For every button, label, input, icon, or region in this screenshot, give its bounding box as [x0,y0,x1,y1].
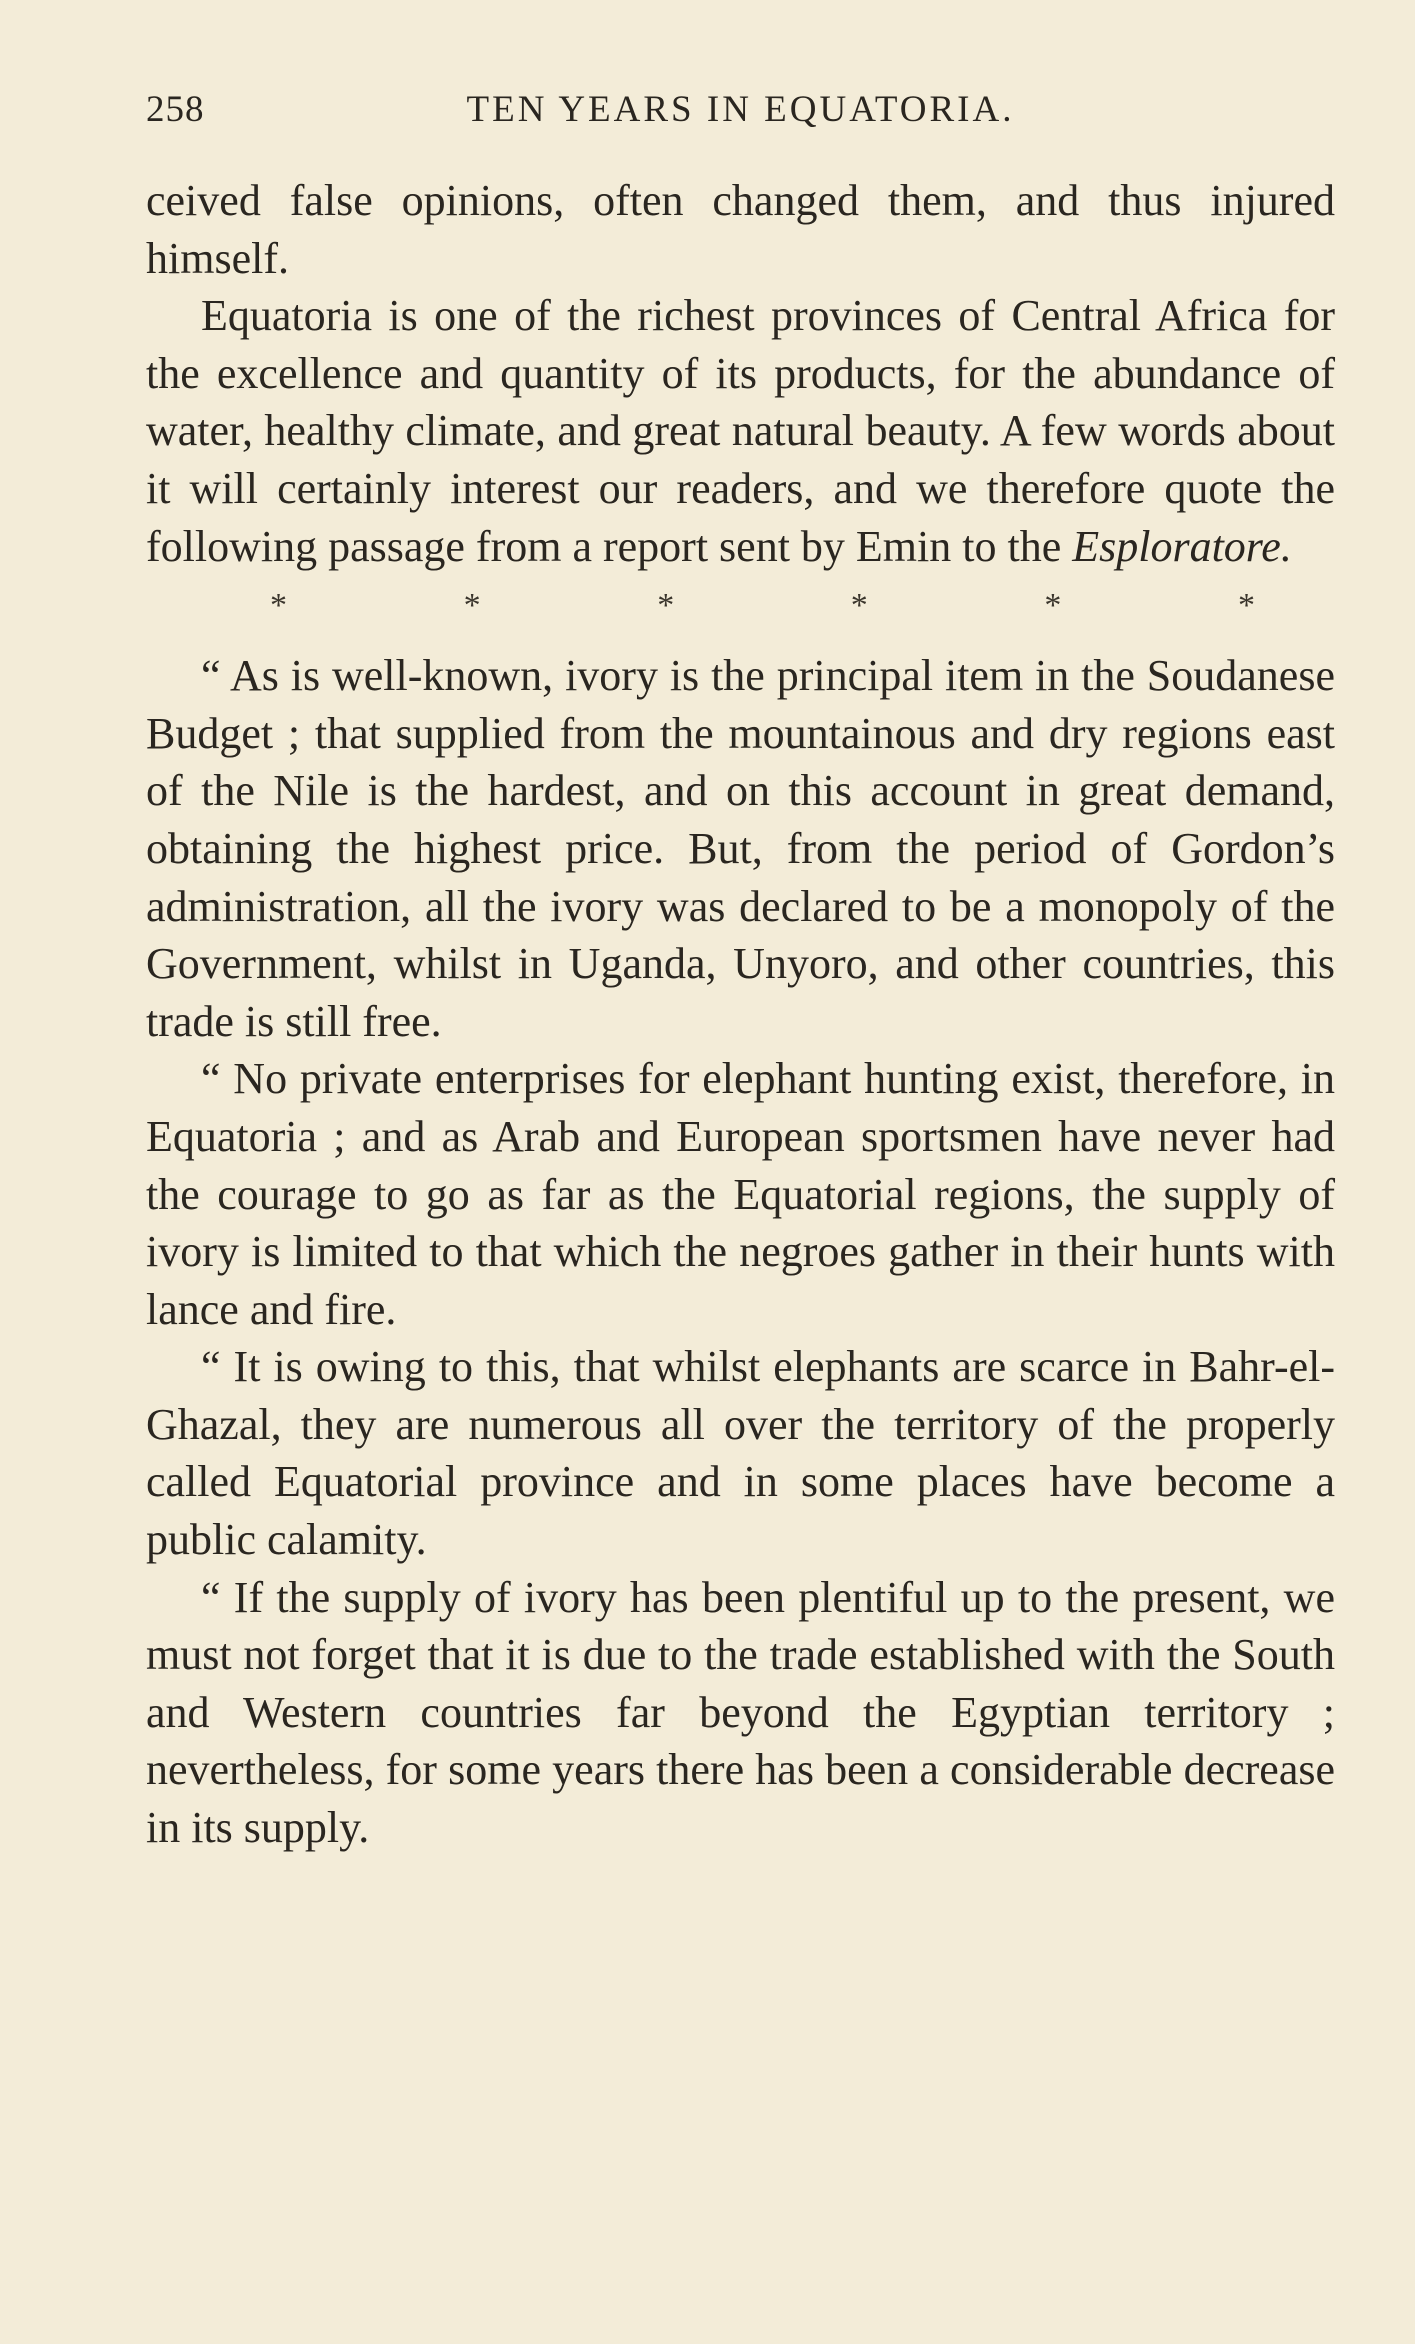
asterisk-mark: * [1237,587,1255,625]
quote-paragraph-elephants: “ It is owing to this, that whilst elephants are scarce in Bahr-el-Ghazal, they are numerous all over the territory of the properly called Equatorial province and in some places have become a public calamity. [146,1342,1335,1565]
quote-paragraph-supply: “ If the supply of ivory has been plentiful up to the present, we must not forget that it is due to the trade established with the South and Western countries far beyond the Egyptian territory ; nevertheless, for some years there has been a considerable decrease in its supply. [146,1572,1335,1853]
esploratore-title: Esploratore. [1072,521,1292,571]
quote-paragraph-hunting: “ No private enterprises for elephant hunting exist, therefore, in Equatoria ; and as Arab and European sportsmen have never had the courage to go as far as the Equatorial regions, the supply of ivory is limited to that which the negroes gather in their hunts with lance and fire. [146,1054,1335,1334]
asterisk-mark: * [270,587,287,625]
section-separator [146,575,1335,647]
running-head [146,88,1335,148]
asterisk-mark: * [1044,587,1062,625]
running-title: TEN YEARS IN EQUATORIA. [466,89,1015,130]
paragraph-equatoria [146,287,1335,575]
page-number: 258 [146,89,205,130]
paragraph-equatoria-text: Equatoria is one of the richest provinces of Central Africa for the excellence and quantity of its products, for the abundance of water, healthy climate, and great natural beauty. A few words about it will certainly interest our readers, and we therefore quote the following passage from a report sent by Emin to the [146,291,1335,571]
paragraph-continued: ceived false opinions, often changed them, and thus injured himself. [146,176,1335,283]
asterisk-mark: * [657,587,675,625]
asterisk-mark: * [463,587,481,625]
asterisk-mark: * [850,587,868,625]
body-text [146,172,1335,1857]
quote-paragraph-ivory: “ As is well-known, ivory is the principal item in the Soudanese Budget ; that supplied from the mountainous and dry regions east of the Nile is the hardest, and on this account in great demand, obtaining the highest price. But, from the period of Gordon’s administration, all the ivory was declared to be a monopoly of the Government, whilst in Uganda, Unyoro, and other countries, this trade is still free. [146,651,1335,1046]
